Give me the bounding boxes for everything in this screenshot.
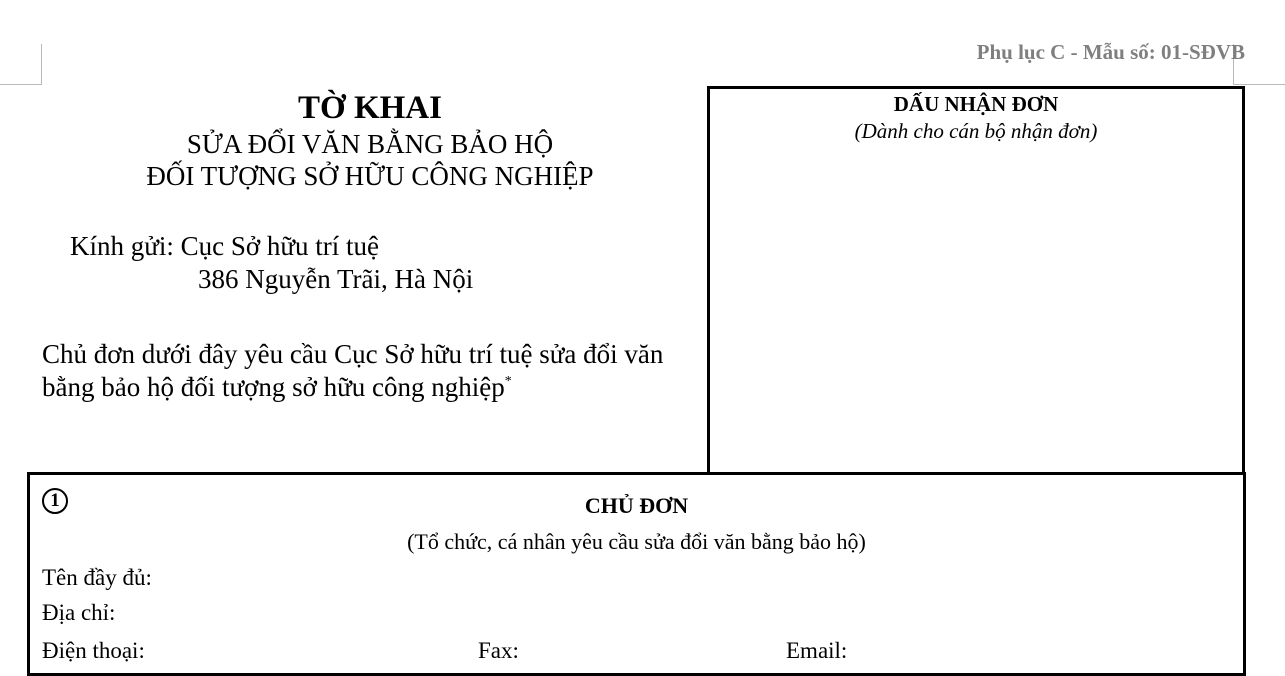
form-title: TỜ KHAI	[298, 90, 442, 126]
crop-mark-right-horizontal	[1233, 84, 1285, 85]
fax-label: Fax:	[478, 638, 519, 663]
email-label: Email:	[786, 638, 848, 663]
owner-section-title: CHỦ ĐƠN	[584, 493, 689, 518]
request-text-line1: Chủ đơn dưới đây yêu cầu Cục Sở hữu trí tuệ sửa đổi văn	[42, 339, 664, 369]
crop-mark-left-horizontal	[0, 84, 42, 85]
form-subtitle-line1: SỬA ĐỔI VĂN BẰNG BẢO HỘ	[186, 129, 554, 159]
footnote-mark: *	[504, 374, 512, 389]
receipt-stamp-title: DẤU NHẬN ĐƠN	[893, 92, 1059, 116]
phone-label: Điện thoại:	[42, 638, 145, 663]
address-label: Địa chỉ:	[42, 600, 116, 625]
recipient-address: 386 Nguyễn Trãi, Hà Nội	[198, 264, 474, 294]
recipient-label: Kính gửi: Cục Sở hữu trí tuệ	[70, 231, 380, 261]
receipt-stamp-subtitle: (Dành cho cán bộ nhận đơn)	[854, 119, 1098, 143]
request-text-line2	[42, 372, 512, 403]
request-text-line2-content: bằng bảo hộ đối tượng sở hữu công nghiệp	[42, 372, 505, 402]
full-name-label: Tên đầy đủ:	[42, 565, 152, 590]
owner-section-subtitle: (Tổ chức, cá nhân yêu cầu sửa đổi văn bằng bảo hộ)	[407, 529, 866, 554]
form-reference: Phụ lục C - Mẫu số: 01-SĐVB	[976, 40, 1245, 64]
form-subtitle-line2: ĐỐI TƯỢNG SỞ HỮU CÔNG NGHIỆP	[146, 161, 594, 191]
crop-mark-left-vertical	[41, 44, 42, 85]
section-number-badge: 1	[42, 488, 68, 514]
